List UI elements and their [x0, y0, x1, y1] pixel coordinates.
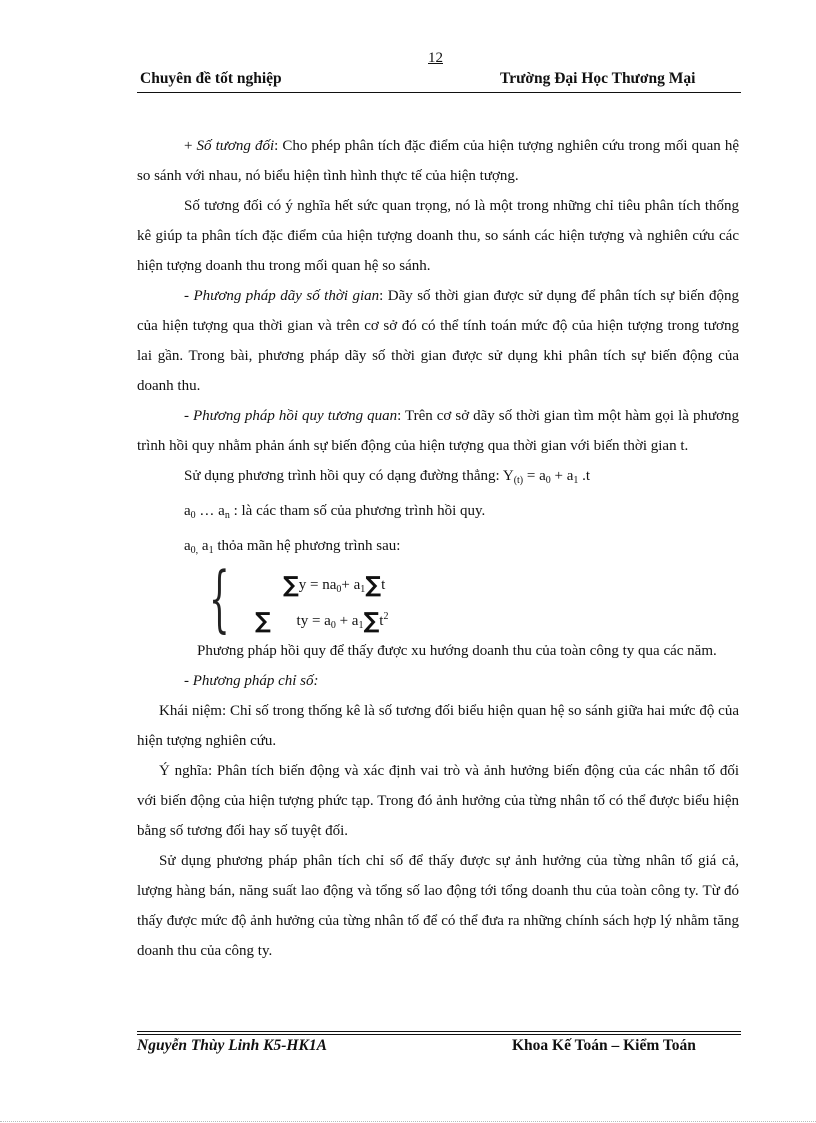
term-time-series: Phương pháp dãy số thời gian — [193, 288, 380, 304]
header-right-title: Trường Đại Học Thương Mại — [500, 70, 696, 87]
footer-rule-thin — [137, 1031, 741, 1032]
page-bottom-border — [0, 1121, 816, 1122]
system-intro-line: $a_{0,}$ $a_1$ thỏa mãn hệ phương trình sau: — [184, 538, 401, 556]
paragraph-relative-numbers: + Số tương đối: Cho phép phân tích đặc điểm của hiện tượng nghiên cứu trong mối quan hệ so sánh với nhau, nó biểu hiện tình hình thực tế của hiện tượng. — [137, 138, 739, 184]
equation-1: $\sum y = na_0+ a_1\sum t$ — [283, 573, 386, 598]
term-regression: Phương pháp hồi quy tương quan — [193, 408, 398, 424]
header-left-title: Chuyên đề tốt nghiệp — [140, 70, 282, 87]
paragraph-relative-importance: Số tương đối có ý nghĩa hết sức quan trọng, nó là một trong những chỉ tiêu phân tích thống kê giúp ta phân tích đặc điểm của hiện tượng doanh thu, so sánh các hiện tượng và nghiên cứu các hiện tượng doanh thu trong mối quan hệ so sánh. — [137, 198, 739, 274]
paragraph-time-series: - Phương pháp dãy số thời gian: Dãy số thời gian được sử dụng để phân tích sự biến động của hiện tượng qua thời gian và trên cơ sở đó có thể tính toán mức độ của hiện tượng trong tương lai gần. Trong bài, phương pháp dãy số thời gian được sử dụng khi phân tích sự biến động của doanh thu. — [137, 288, 740, 394]
paragraph-regression-trend: Phương pháp hồi quy để thấy được xu hướng doanh thu của toàn công ty qua các năm. — [197, 643, 717, 659]
page-number: 12 — [428, 50, 443, 66]
equation-2: ∑ ty = $a_0 + a_1\sum t^2$ — [255, 609, 389, 634]
document-body — [137, 131, 739, 966]
footer-author: Nguyễn Thùy Linh K5-HK1A — [137, 1037, 327, 1054]
paragraph-regression: - Phương pháp hồi quy tương quan: Trên cơ sở dãy số thời gian tìm một hàm gọi là phương trình hồi quy nhằm phản ánh sự biến động của hiện tượng qua thời gian với biến thời gian t. — [137, 408, 740, 454]
regression-equation-line: Sử dụng phương trình hồi quy có dạng đường thẳng: $Y_{(t)} = a_0 + a_1$ .t — [184, 468, 591, 486]
left-brace: { — [209, 556, 230, 640]
paragraph-index-method: - Phương pháp chỉ số: — [184, 673, 319, 689]
paragraph-index-usage: Sử dụng phương pháp phân tích chỉ số để thấy được sự ảnh hưởng của từng nhân tố giá cả, lượng hàng bán, năng suất lao động và tổng số lao động tới tổng doanh thu của toàn công ty. Từ đó thấy được mức độ ảnh hưởng của từng nhân tố để có thể đưa ra những chính sách hợp lý nhằm tăng doanh thu của công ty. — [137, 853, 739, 959]
footer-department: Khoa Kế Toán – Kiểm Toán — [512, 1037, 696, 1054]
paragraph-index-concept: Khái niệm: Chỉ số trong thống kê là số tương đối biểu hiện quan hệ so sánh giữa hai mức độ của hiện tượng nghiên cứu. — [137, 703, 739, 749]
paragraph-index-meaning: Ý nghĩa: Phân tích biến động và xác định vai trò và ảnh hưởng biến động của các nhân tố đối với biến động của hiện tượng phức tạp. Trong đó ảnh hưởng của từng nhân tố có thể được biểu hiện bằng số tương đối hay số tuyệt đối. — [137, 763, 739, 839]
header-rule — [137, 92, 741, 93]
equation-system — [137, 556, 739, 640]
footer-rule-thick — [137, 1034, 741, 1035]
term-index-method: Phương pháp chỉ số: — [192, 673, 319, 689]
term-relative-numbers: Số tương đối — [196, 138, 275, 154]
parameters-line: $a_0$ … $a_n$ : là các tham số của phương trình hồi quy. — [184, 503, 486, 521]
